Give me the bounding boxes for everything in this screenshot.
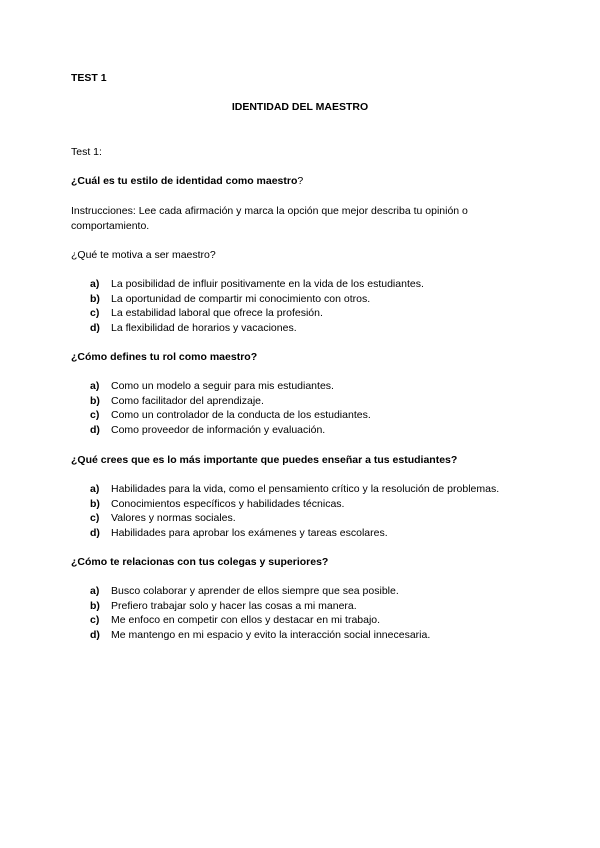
test-subtitle: Test 1: — [71, 146, 102, 158]
option-text: La posibilidad de influir positivamente en la vida de los estudiantes. — [111, 278, 424, 290]
question-4-option-c[interactable] — [90, 614, 380, 626]
option-text: Conocimientos específicos y habilidades técnicas. — [111, 498, 345, 510]
question-2-option-d[interactable] — [90, 424, 325, 436]
option-text: Valores y normas sociales. — [111, 512, 236, 524]
option-letter: b) — [90, 293, 100, 305]
option-letter: d) — [90, 527, 100, 539]
option-text: La flexibilidad de horarios y vacaciones. — [111, 322, 297, 334]
option-letter: a) — [90, 585, 100, 597]
question-4: ¿Cómo te relacionas con tus colegas y superiores? — [71, 556, 329, 568]
question-2-option-a[interactable] — [90, 380, 334, 392]
question-4-option-a[interactable] — [90, 585, 399, 597]
option-letter: d) — [90, 424, 100, 436]
option-text: Me mantengo en mi espacio y evito la interacción social innecesaria. — [111, 629, 431, 641]
question-1-option-c[interactable] — [90, 307, 323, 319]
document-title: IDENTIDAD DEL MAESTRO — [231, 101, 369, 113]
option-letter: b) — [90, 395, 100, 407]
option-letter: c) — [90, 409, 100, 421]
option-text: La oportunidad de compartir mi conocimiento con otros. — [111, 293, 371, 305]
question-2-option-b[interactable] — [90, 395, 264, 407]
question-1-option-b[interactable] — [90, 293, 370, 305]
option-letter: d) — [90, 322, 100, 334]
question-3-option-c[interactable] — [90, 512, 236, 524]
option-letter: b) — [90, 498, 100, 510]
option-text: Busco colaborar y aprender de ellos siempre que sea posible. — [111, 585, 399, 597]
option-letter: a) — [90, 483, 100, 495]
option-text: Como facilitador del aprendizaje. — [111, 395, 264, 407]
question-4-option-d[interactable] — [90, 629, 430, 641]
option-text: Como un modelo a seguir para mis estudiantes. — [111, 380, 334, 392]
option-text: La estabilidad laboral que ofrece la profesión. — [111, 307, 323, 319]
option-text: Prefiero trabajar solo y hacer las cosas a mi manera. — [111, 600, 357, 612]
question-1: ¿Qué te motiva a ser maestro? — [71, 249, 216, 261]
instructions: Instrucciones: Lee cada afirmación y marca la opción que mejor describa tu opinión o comportamiento. — [71, 205, 468, 232]
option-text: Como un controlador de la conducta de los estudiantes. — [111, 409, 371, 421]
option-letter: c) — [90, 307, 100, 319]
option-text: Me enfoco en competir con ellos y destacar en mi trabajo. — [111, 614, 381, 626]
option-text: Como proveedor de información y evaluación. — [111, 424, 326, 436]
option-letter: a) — [90, 380, 100, 392]
option-letter: b) — [90, 600, 100, 612]
option-text: Habilidades para aprobar los exámenes y tareas escolares. — [111, 527, 388, 539]
question-1-option-d[interactable] — [90, 322, 297, 334]
question-3: ¿Qué crees que es lo más importante que puedes enseñar a tus estudiantes? — [71, 454, 458, 466]
question-1-option-a[interactable] — [90, 278, 424, 290]
option-letter: c) — [90, 614, 100, 626]
main-question-mark: ? — [297, 175, 304, 187]
question-3-option-b[interactable] — [90, 498, 344, 510]
question-4-option-b[interactable] — [90, 600, 357, 612]
question-3-option-a[interactable] — [90, 483, 499, 495]
main-question-text: ¿Cuál es tu estilo de identidad como maestro — [71, 175, 298, 187]
main-question — [71, 175, 303, 187]
question-3-option-d[interactable] — [90, 527, 388, 539]
option-letter: a) — [90, 278, 100, 290]
option-letter: c) — [90, 512, 100, 524]
option-text: Habilidades para la vida, como el pensamiento crítico y la resolución de problemas. — [111, 483, 500, 495]
question-2: ¿Cómo defines tu rol como maestro? — [71, 351, 258, 363]
option-letter: d) — [90, 629, 100, 641]
test-label: TEST 1 — [71, 72, 107, 84]
question-2-option-c[interactable] — [90, 409, 371, 421]
